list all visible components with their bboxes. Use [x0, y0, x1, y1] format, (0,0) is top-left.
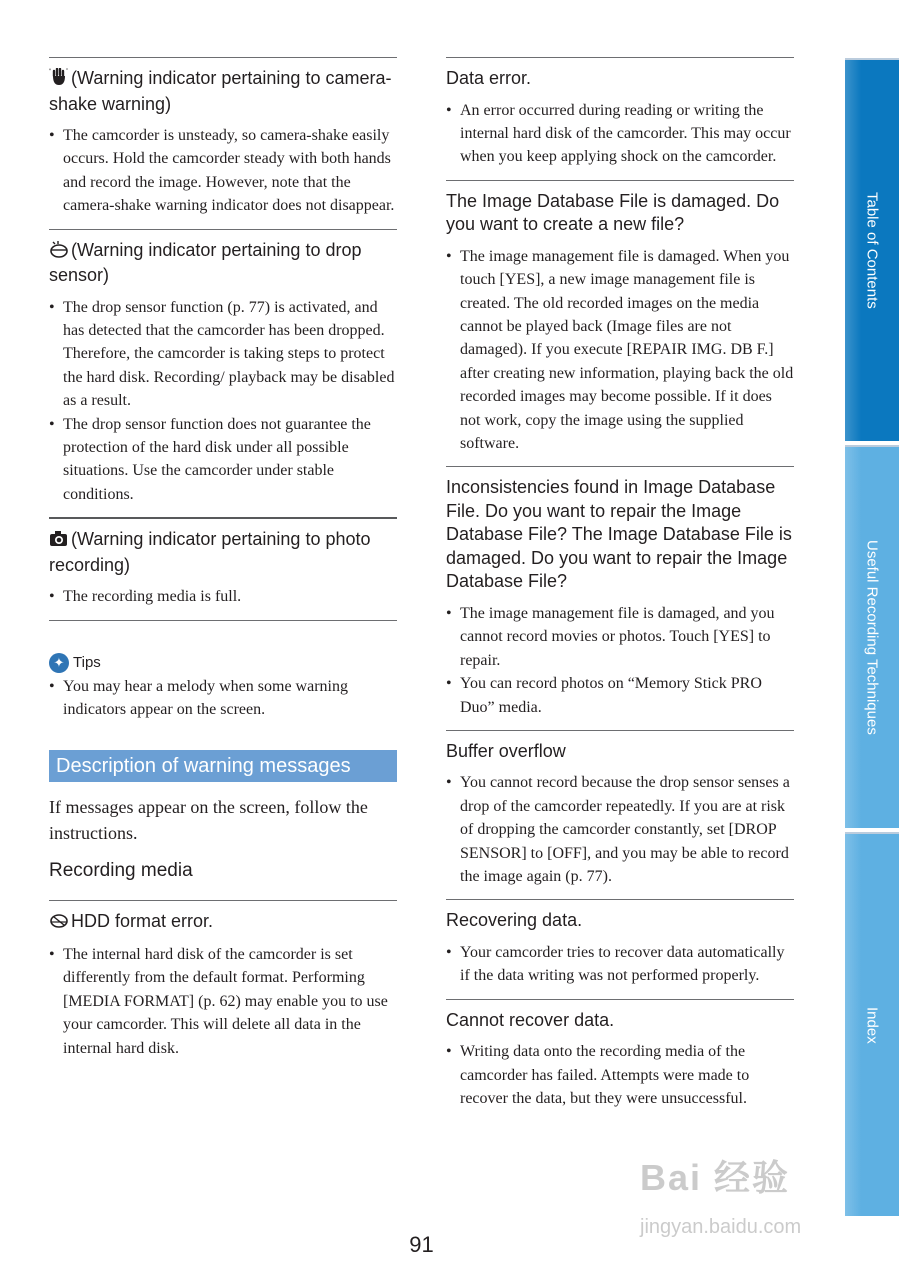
drop-sensor-icon: [49, 240, 71, 265]
bullet-item: • The drop sensor function (p. 77) is activated, and has detected that the camcorder has been dropped. Therefore, the camcorder is taking steps to protect the hard disk. Recording/ playback may be disabled as a result.: [49, 296, 397, 413]
svg-text:“: “: [49, 69, 51, 75]
bullet-item: • The image management file is damaged, and you cannot record movies or photos. Touch [YES] to repair.: [446, 602, 794, 672]
bullet-item: • The image management file is damaged. When you touch [YES], a new image management file is created. The old recorded images on the media cannot be played back (Image files are not damaged). If you execute [REPAIR IMG. DB F.] after creating new information, playing back the old recorded images may become possible. If it does not work, copy the image using the supplied software.: [446, 245, 794, 456]
section-title: Buffer overflow: [446, 740, 566, 761]
section-title: (Warning indicator pertaining to camera-shake warning): [49, 68, 392, 114]
right-column: [446, 57, 794, 1121]
tab-useful-recording-techniques[interactable]: Useful Recording Techniques: [845, 445, 899, 828]
warning-section: [446, 730, 794, 900]
tab-table-of-contents[interactable]: Table of Contents: [845, 58, 899, 441]
bullet-item: • The camcorder is unsteady, so camera-shake easily occurs. Hold the camcorder steady with both hands and record the image. However, note that the camera-shake warning indicator does not disappear.: [49, 124, 397, 218]
bullet-item: • Writing data onto the recording media of the camcorder has failed. Attempts were made to recover the data, but they were unsuccessful.: [446, 1040, 794, 1110]
section-heading: [446, 740, 794, 764]
section-heading: [446, 476, 794, 594]
warning-section: [446, 899, 794, 998]
bullet-item: • An error occurred during reading or writing the internal hard disk of the camcorder. This may occur when you keep applying shock on the camcorder.: [446, 99, 794, 169]
section-heading: [446, 67, 794, 91]
section-heading: [446, 190, 794, 237]
section-heading: [446, 1009, 794, 1033]
hdd-icon: [49, 912, 71, 936]
warning-section: [49, 57, 397, 229]
section-heading: [49, 239, 397, 288]
warning-section: [49, 900, 397, 1072]
section-title: (Warning indicator pertaining to drop sensor): [49, 239, 362, 286]
watermark-url: jingyan.baidu.com: [640, 1216, 802, 1238]
bullet-item: • The internal hard disk of the camcorder is set differently from the default format. Performing [MEDIA FORMAT] (p. 62) may enable you to use your camcorder. This will delete all data in the internal hard disk.: [49, 943, 397, 1060]
bullet-item: • The drop sensor function does not guarantee the protection of the hard disk under all possible situations. Use the camcorder under stable conditions.: [49, 413, 397, 507]
section-heading: [49, 528, 397, 577]
bullet-item: • You may hear a melody when some warning indicators appear on the screen.: [49, 675, 397, 722]
warning-section: [49, 517, 397, 619]
section-title: Inconsistencies found in Image Database File. Do you want to repair the Image Database File? The Image Database File is damaged. Do you want to repair the Image Database File?: [446, 477, 792, 592]
section-heading: [446, 909, 794, 933]
intro-text: If messages appear on the screen, follow the instructions.: [49, 796, 368, 843]
warning-section: [446, 180, 794, 467]
section-banner: Description of warning messages: [49, 750, 397, 782]
section-heading: [49, 67, 397, 116]
warning-section: [446, 466, 794, 730]
tips-box: [49, 653, 397, 722]
bullet-item: • The recording media is full.: [49, 585, 397, 608]
watermark: Bai 经验: [640, 1157, 791, 1198]
left-column: [49, 57, 397, 1071]
section-title: (Warning indicator pertaining to photo recording): [49, 529, 371, 575]
bullet-item: • You cannot record because the drop sensor senses a drop of the camcorder repeatedly. If you are at risk of dropping the camcorder constantly, set [DROP SENSOR] to [OFF], and you may be able to record the image again (p. 77).: [446, 771, 794, 888]
section-title: Recovering data.: [446, 910, 583, 931]
section-heading: [49, 910, 397, 936]
camera-shake-hand-icon: [49, 68, 71, 93]
section-title: Data error.: [446, 68, 532, 88]
bullet-item: • Your camcorder tries to recover data automatically if the data writing was not performed properly.: [446, 941, 794, 988]
tips-label: Tips: [73, 654, 101, 672]
photo-recording-icon: [49, 529, 71, 554]
page-number: 91: [409, 1232, 434, 1257]
section-title: The Image Database File is damaged. Do you want to create a new file?: [446, 190, 780, 235]
subheading: Recording media: [49, 859, 193, 881]
warning-section: [49, 229, 397, 518]
svg-text:”: ”: [66, 69, 68, 75]
bullet-item: • You can record photos on “Memory Stick PRO Duo” media.: [446, 672, 794, 719]
warning-section: [446, 57, 794, 180]
tab-index[interactable]: Index: [845, 832, 899, 1216]
warning-section: [446, 999, 794, 1122]
lightbulb-icon: ✦: [49, 653, 69, 673]
section-title: HDD format error.: [71, 910, 214, 931]
section-title: Cannot recover data.: [446, 1009, 615, 1030]
